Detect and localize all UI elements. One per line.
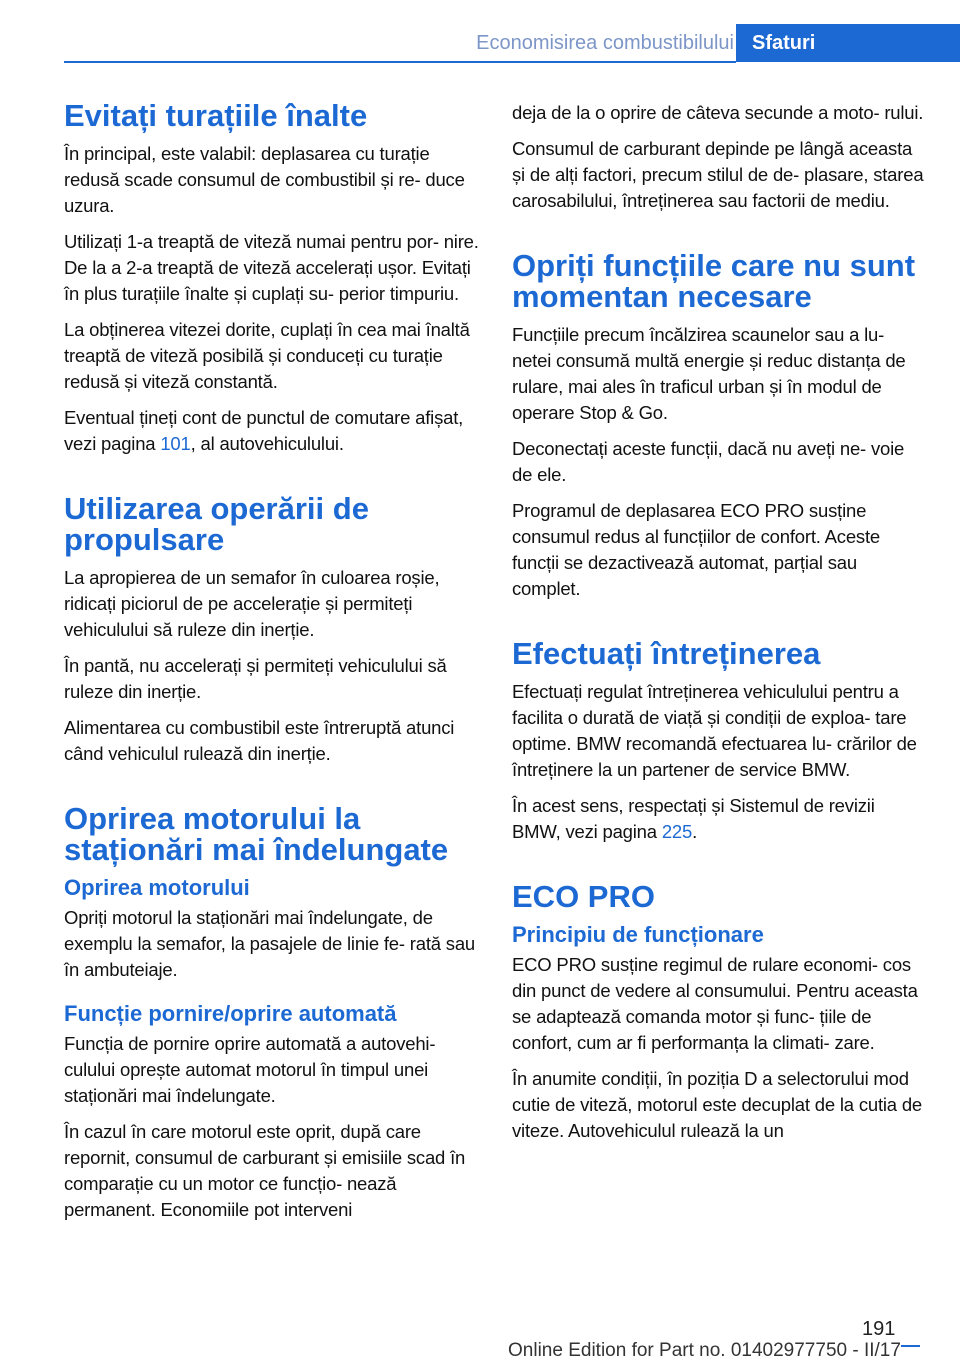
- paragraph-text: Eventual țineți cont de punctul de comutare afișat, vezi pagina: [64, 407, 464, 454]
- left-column: [64, 100, 480, 1233]
- paragraph: Deconectați aceste funcții, dacă nu aveți ne- voie de ele.: [512, 438, 905, 485]
- paragraph: La obținerea vitezei dorite, cuplați în cea mai înaltă treaptă de viteză posibilă și conduceți cu turație redusă și viteză constantă.: [64, 319, 470, 392]
- paragraph: Programul de deplasarea ECO PRO susține consumul redus al funcțiilor de confort. Aceste funcții se dezactivează automat, parțial sau complet.: [512, 500, 880, 599]
- subheading-principiu-functionare: Principiu de funcționare: [512, 922, 764, 947]
- paragraph: [64, 405, 480, 457]
- paragraph: Consumul de carburant depinde pe lângă aceasta și de alți factori, precum stilul de de- plasare, starea carosabilului, întreținerea sau factorii de mediu.: [512, 138, 924, 211]
- paragraph: Funcțiile precum încălzirea scaunelor sau a lu- netei consumă multă energie și reduc distanța de rulare, mai ales în traficul urban și în modul de operare Stop & Go.: [512, 324, 906, 423]
- paragraph: Utilizați 1-a treaptă de viteză numai pentru por- nire. De la a 2-a treaptă de viteză accelerați ușor. Evitați în plus turațiile înalte și cuplați su- perior timpuriu.: [64, 231, 479, 304]
- paragraph: În anumite condiții, în poziția D a selectorului mod cutie de viteză, motorul este decuplat de la cutia de viteze. Autovehiculul rulează la un: [512, 1068, 923, 1141]
- paragraph: Funcția de pornire oprire automată a autovehi- culului oprește automat motorul în timpul unei staționări mai îndelungate.: [64, 1033, 436, 1106]
- header-rule: [64, 61, 736, 63]
- paragraph-text: În acest sens, respectați și Sistemul de revizii BMW, vezi pagina: [512, 795, 875, 842]
- paragraph: La apropierea de un semafor în culoarea roșie, ridicați piciorul de pe accelerație și permiteți vehiculului să ruleze din inerție.: [64, 567, 440, 640]
- page-number: 191: [862, 1318, 896, 1340]
- footer-edition: Online Edition for Part no. 01402977750 - II/17: [508, 1340, 901, 1361]
- heading-efectuati-intretinerea: Efectuați întreținerea: [512, 636, 821, 671]
- paragraph: În pantă, nu accelerați și permiteți vehiculului să ruleze din inerție.: [64, 655, 447, 702]
- paragraph: Alimentarea cu combustibil este întreruptă atunci când vehiculul rulează din inerție.: [64, 717, 455, 764]
- right-column: [512, 100, 928, 1154]
- heading-opriti-functiile: Opriți funcțiile care nu sunt momentan necesare: [512, 248, 916, 314]
- paragraph: deja de la o oprire de câteva secunde a moto- rului.: [512, 102, 924, 123]
- header-section-title: Economisirea combustibilului: [476, 32, 734, 54]
- heading-eco-pro: ECO PRO: [512, 879, 655, 914]
- paragraph: Efectuați regulat întreținerea vehiculului pentru a facilita o durată de viață și condiții de exploa- tare optime. BMW recomandă efectuarea lu- crărilor de întreținere la un partener de service BMW.: [512, 681, 917, 780]
- heading-evitati-turatii: Evitați turațiile înalte: [64, 98, 368, 133]
- heading-propulsare: Utilizarea operării de propulsare: [64, 491, 369, 557]
- subheading-pornire-oprire-automata: Funcție pornire/oprire automată: [64, 1001, 397, 1026]
- paragraph-text: , al autovehiculului.: [190, 433, 344, 454]
- paragraph-text: .: [692, 821, 698, 842]
- paragraph: Opriți motorul la staționări mai îndelungate, de exemplu la semafor, la pasajele de linie fe- rată sau în ambuteiaje.: [64, 907, 476, 980]
- page-link-225[interactable]: 225: [661, 821, 693, 842]
- header-tab-sfaturi: Sfaturi: [736, 24, 960, 62]
- paragraph: În principal, este valabil: deplasarea cu turație redusă scade consumul de combustibil și re- duce uzura.: [64, 143, 465, 216]
- heading-oprirea-motorului: Oprirea motorului la staționări mai îndelungate: [64, 801, 449, 867]
- paragraph: În cazul în care motorul este oprit, după care repornit, consumul de carburant și emisiile scad în comparație cu un motor ce funcțio- nează permanent. Economiile pot interveni: [64, 1121, 466, 1220]
- paragraph: [512, 793, 928, 845]
- subheading-oprirea-motorului: Oprirea motorului: [64, 875, 250, 900]
- page-link-101[interactable]: 101: [160, 433, 191, 454]
- paragraph: ECO PRO susține regimul de rulare economi- cos din punct de vedere al consumului. Pentru aceasta se adaptează comanda motor și func- țiile de confort, cum ar fi performanța la climati- zare.: [512, 954, 918, 1053]
